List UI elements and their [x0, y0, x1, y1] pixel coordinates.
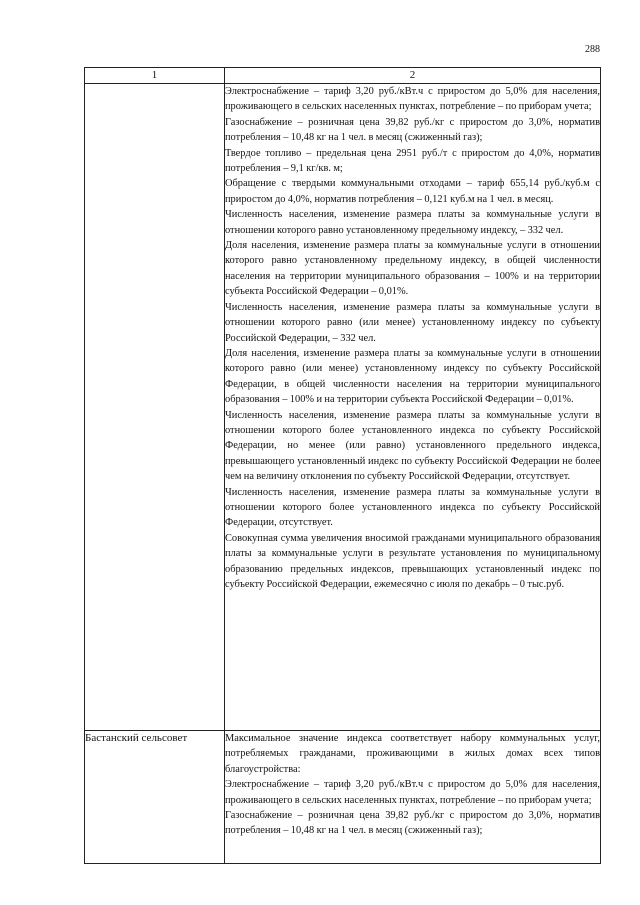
paragraph: Численность населения, изменение размера платы за коммунальные услуги в отношении которого более установленного индекса по субъекту Российской Федерации, отсутствует. — [225, 486, 600, 529]
column-header-2: 2 — [225, 68, 601, 84]
paragraph: Совокупная сумма увеличения вносимой гражданами муниципального образования платы за коммунальные услуги в результате установления по муниципальному образованию предельных индексов, превышающих установленный индекс по субъекту Российской Федерации, ежемесячно с июля по декабрь – 0 тыс.руб. — [225, 532, 600, 590]
paragraph: Газоснабжение – розничная цена 39,82 руб./кг с приростом до 3,0%, норматив потребления – 10,48 кг на 1 чел. в месяц (сжиженный газ); — [225, 810, 600, 837]
description-cell — [225, 731, 601, 864]
paragraph: Электроснабжение – тариф 3,20 руб./кВт.ч с приростом до 5,0% для населения, проживающего в сельских населенных пунктах, потребление – по приборам учета; — [225, 779, 600, 806]
municipality-cell — [85, 84, 225, 731]
table-row — [85, 84, 601, 731]
table-row — [85, 731, 601, 864]
page-number: 288 — [585, 44, 600, 55]
column-header-1: 1 — [85, 68, 225, 84]
paragraph: Электроснабжение – тариф 3,20 руб./кВт.ч с приростом до 5,0% для населения, проживающего в сельских населенных пунктах, потребление – по приборам учета; — [225, 86, 600, 113]
paragraph: Обращение с твердыми коммунальными отходами – тариф 655,14 руб./куб.м с приростом до 4,0%, норматив потребления – 0,121 куб.м на 1 чел. в месяц. — [225, 178, 600, 205]
paragraph: Газоснабжение – розничная цена 39,82 руб./кг с приростом до 3,0%, норматив потребления – 10,48 кг на 1 чел. в месяц (сжиженный газ); — [225, 116, 600, 144]
tariff-table — [84, 67, 601, 864]
paragraph: Численность населения, изменение размера платы за коммунальные услуги в отношении которого более установленного индекса по субъекту Российской Федерации, но менее (или равно) установленного предельного индекса, превышающего установленный индекс по субъекту Российской Федерации не более чем на величину отклонения по субъекту Российской Федерации, отсутствует. — [225, 409, 600, 483]
paragraph: Твердое топливо – предельная цена 2951 руб./т с приростом до 4,0%, норматив потребления – 9,1 кг/кв. м; — [225, 147, 600, 175]
municipality-cell: Бастанский сельсовет — [85, 731, 225, 864]
paragraph: Численность населения, изменение размера платы за коммунальные услуги в отношении которого равно установленному предельному индексу, – 332 чел. — [225, 209, 600, 236]
description-cell — [225, 84, 601, 731]
paragraph: Доля населения, изменение размера платы за коммунальные услуги в отношении которого равно (или менее) установленному индексу по субъекту Российской Федерации, в общей численности населения на территории муниципального образования – 100% и на территории субъекта Российской Федерации – 0,01%. — [225, 347, 600, 406]
paragraph: Максимальное значение индекса соответствует набору коммунальных услуг, потребляемых гражданами, проживающими в жилых домах всех типов благоустройства: — [225, 733, 600, 775]
table-header-row — [85, 68, 601, 84]
paragraph: Численность населения, изменение размера платы за коммунальные услуги в отношении которого равно (или менее) установленному индексу по субъекту Российской Федерации, – 332 чел. — [225, 301, 600, 344]
paragraph: Доля населения, изменение размера платы за коммунальные услуги в отношении которого равно установленному предельному индексу, в общей численности населения на территории муниципального образования – 100% и на территории субъекта Российской Федерации – 0,01%. — [225, 240, 600, 298]
